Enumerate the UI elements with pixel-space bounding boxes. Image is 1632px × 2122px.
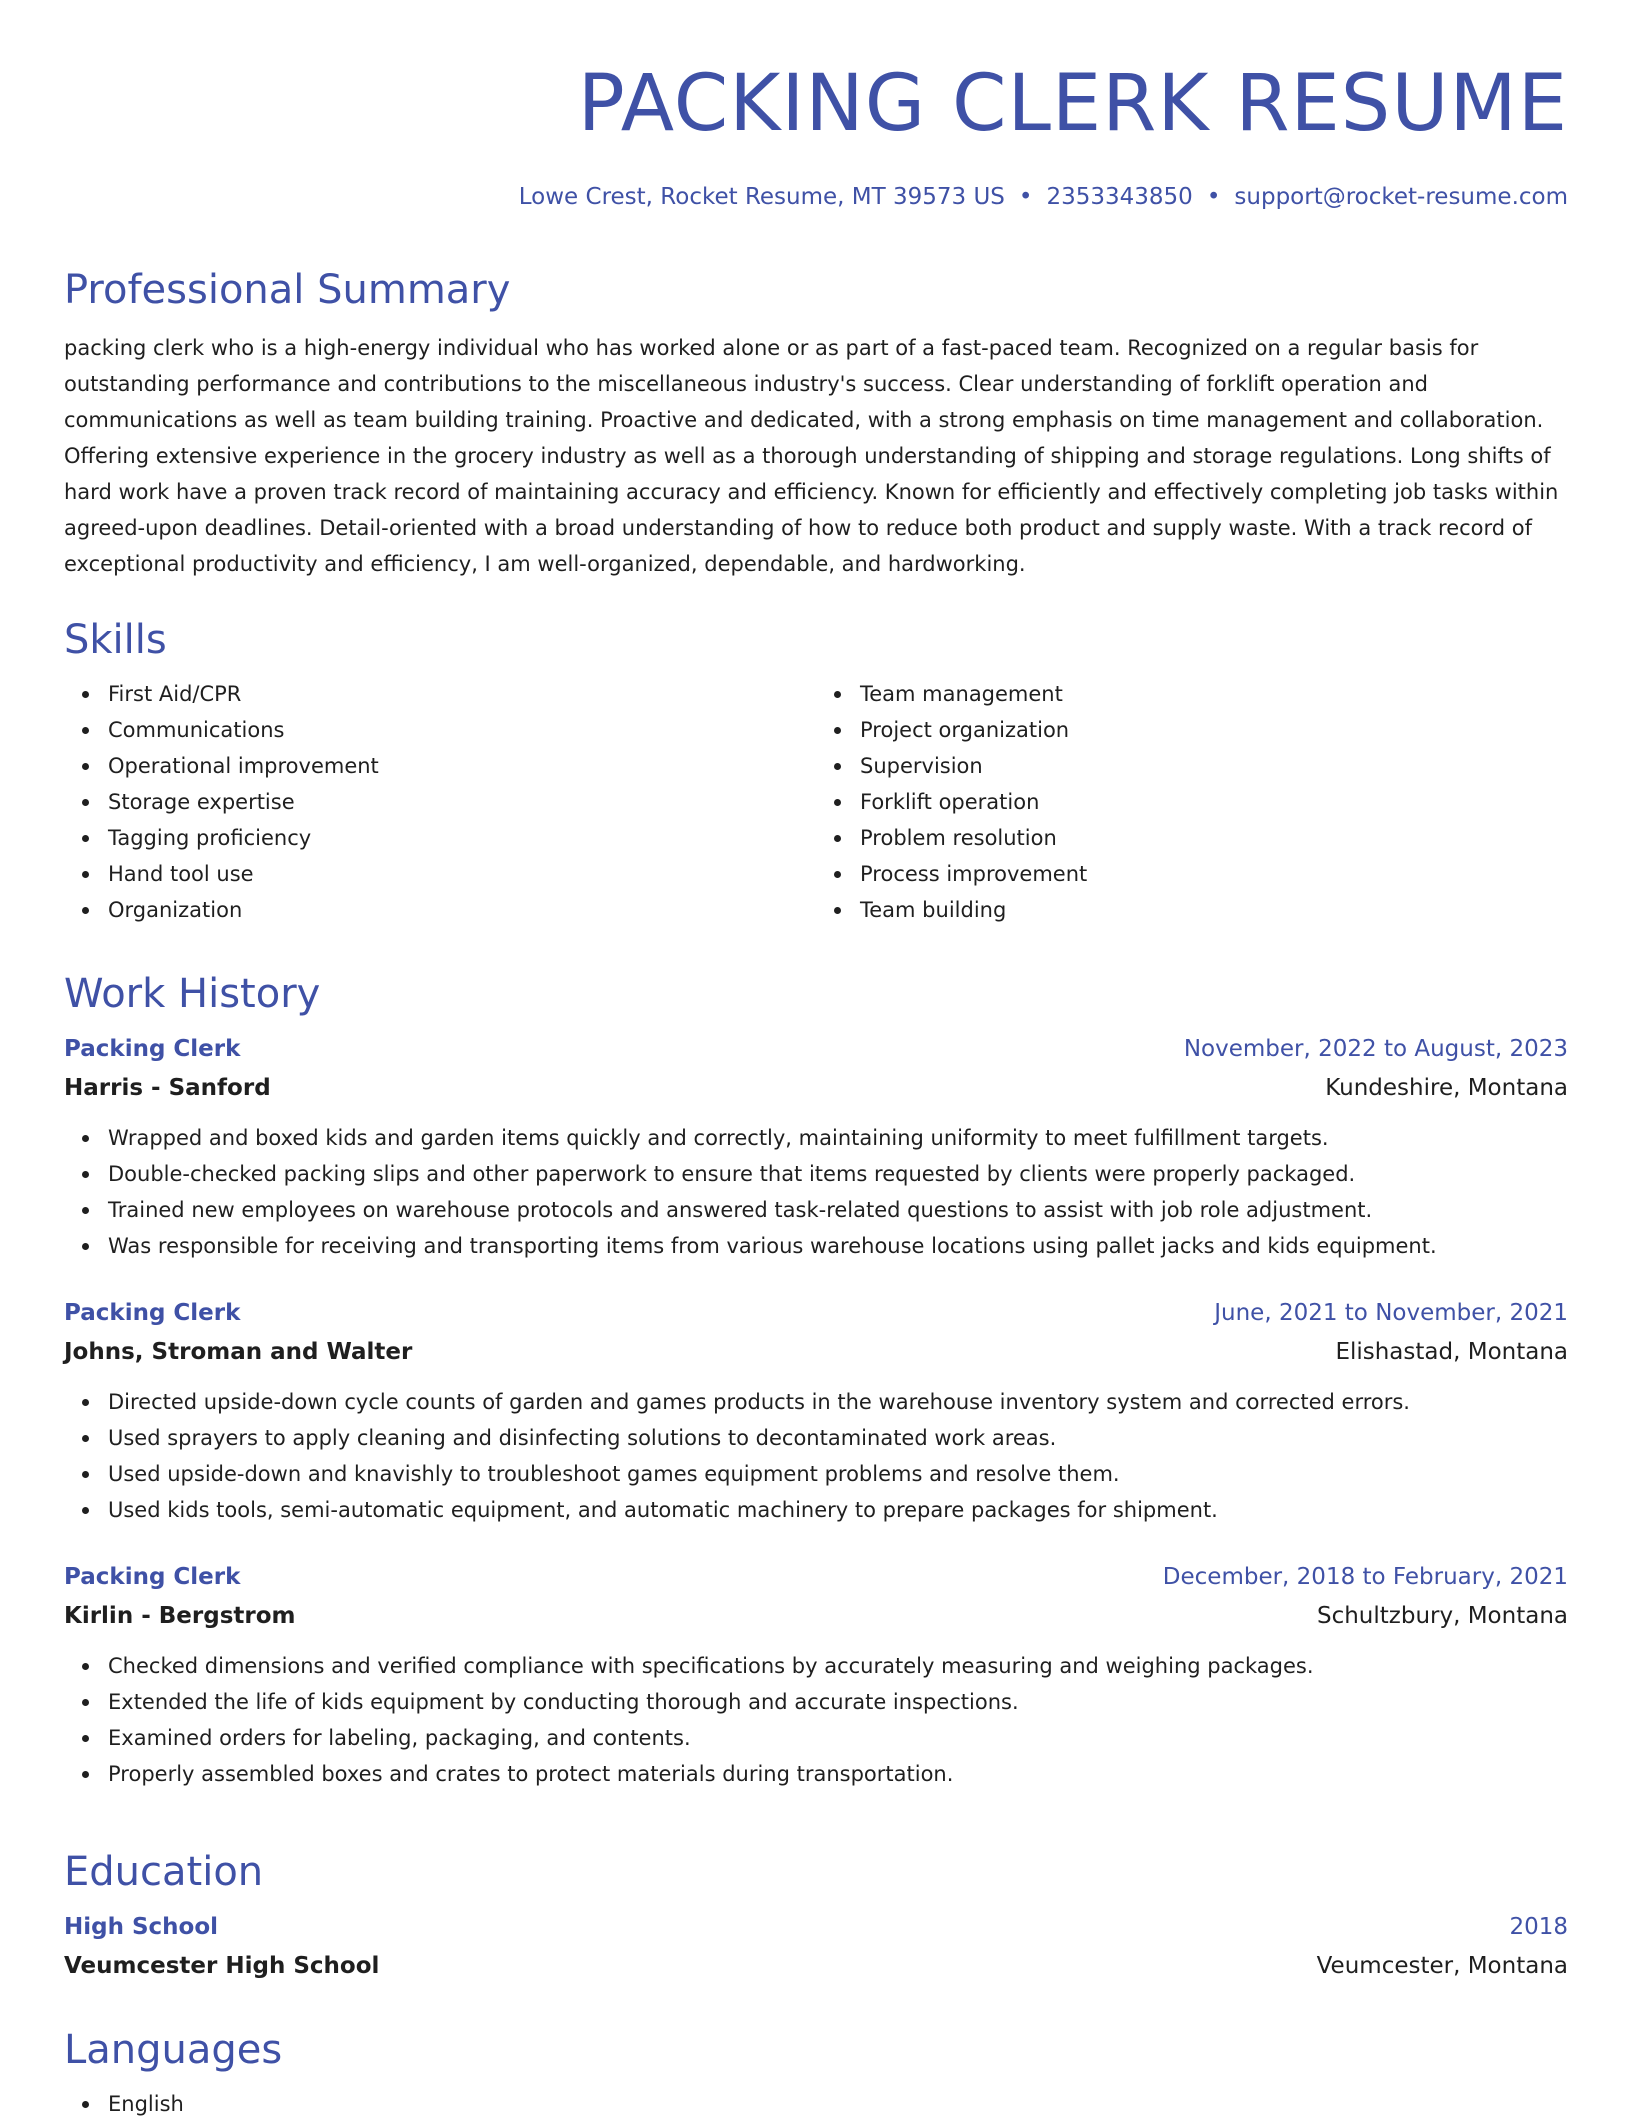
job-company: Johns, Stroman and Walter <box>64 1339 413 1365</box>
languages-section <box>64 2024 1568 2122</box>
resume-title: PACKING CLERK RESUME <box>577 59 1568 149</box>
skill-item: Operational improvement <box>108 748 816 784</box>
contact-separator: • <box>1206 184 1221 210</box>
summary-section <box>64 264 1568 582</box>
job-dates: June, 2021 to November, 2021 <box>1214 1300 1568 1326</box>
education-section <box>64 1846 1568 1986</box>
job-title: Packing Clerk <box>64 1564 241 1590</box>
skill-item: Hand tool use <box>108 856 816 892</box>
job-duty: Was responsible for receiving and transporting items from various warehouse locations using pallet jacks and kids equipment. <box>108 1228 1568 1264</box>
summary-heading: Professional Summary <box>64 267 511 313</box>
skill-item: Team building <box>860 892 1568 928</box>
contact-phone: 2353343850 <box>1046 184 1193 210</box>
skill-item: Problem resolution <box>860 820 1568 856</box>
languages-heading: Languages <box>64 2027 283 2073</box>
job-duties <box>64 1384 1568 1528</box>
languages-list <box>64 2086 1568 2122</box>
skill-item: Supervision <box>860 748 1568 784</box>
contact-separator: • <box>1018 184 1033 210</box>
language-item: English <box>108 2086 1568 2122</box>
skill-item: Tagging proficiency <box>108 820 816 856</box>
skill-item: Process improvement <box>860 856 1568 892</box>
skills-section <box>64 614 1568 928</box>
job-duty: Used sprayers to apply cleaning and disinfecting solutions to decontaminated work areas. <box>108 1420 1568 1456</box>
education-year: 2018 <box>1509 1914 1568 1940</box>
work-history-section <box>64 968 1568 1792</box>
job-duties <box>64 1648 1568 1792</box>
contact-line <box>519 180 1568 214</box>
job-entry <box>64 1294 1568 1528</box>
job-entry <box>64 1558 1568 1792</box>
job-company: Kirlin - Bergstrom <box>64 1603 296 1629</box>
education-heading: Education <box>64 1849 264 1895</box>
job-title: Packing Clerk <box>64 1300 241 1326</box>
job-duty: Used upside-down and knavishly to troubleshoot games equipment problems and resolve them. <box>108 1456 1568 1492</box>
job-duty: Examined orders for labeling, packaging, and contents. <box>108 1720 1568 1756</box>
skill-item: Team management <box>860 676 1568 712</box>
contact-address: Lowe Crest, Rocket Resume, MT 39573 US <box>518 184 1005 210</box>
skills-grid <box>64 676 1568 928</box>
job-duty: Wrapped and boxed kids and garden items quickly and correctly, maintaining uniformity to meet fulfillment targets. <box>108 1120 1568 1156</box>
job-duty: Double-checked packing slips and other paperwork to ensure that items requested by clients were properly packaged. <box>108 1156 1568 1192</box>
job-entry <box>64 1030 1568 1264</box>
skill-item: Storage expertise <box>108 784 816 820</box>
skills-right-column <box>816 676 1568 928</box>
job-dates: December, 2018 to February, 2021 <box>1162 1564 1568 1590</box>
job-location: Schultzbury, Montana <box>1316 1603 1568 1629</box>
skills-left-column <box>64 676 816 928</box>
summary-text: packing clerk who is a high-energy individual who has worked alone or as part of a fast-paced team. Recognized on a regular basis for outstanding performance and contributions to the miscellaneous industry's success. Clear understanding of forklift operation and communications as well as team building training. Proactive and dedicated, with a strong emphasis on time management and collaboration. Offering extensive experience in the grocery industry as well as a thorough understanding of shipping and storage regulations. Long shifts of hard work have a proven track record of maintaining accuracy and efficiency. Known for efficiently and effectively completing job tasks within agreed-upon deadlines. Detail-oriented with a broad understanding of how to reduce both product and supply waste. With a track record of exceptional productivity and efficiency, I am well-organized, dependable, and hardworking. <box>64 336 1559 576</box>
skills-heading: Skills <box>64 617 167 663</box>
job-dates: November, 2022 to August, 2023 <box>1183 1036 1568 1062</box>
skill-item: Organization <box>108 892 816 928</box>
job-duty: Checked dimensions and verified compliance with specifications by accurately measuring and weighing packages. <box>108 1648 1568 1684</box>
job-duty: Properly assembled boxes and crates to protect materials during transportation. <box>108 1756 1568 1792</box>
job-location: Elishastad, Montana <box>1335 1339 1568 1365</box>
skill-item: Forklift operation <box>860 784 1568 820</box>
job-location: Kundeshire, Montana <box>1325 1075 1568 1101</box>
skill-item: Communications <box>108 712 816 748</box>
education-school: Veumcester High School <box>64 1953 380 1979</box>
skill-item: Project organization <box>860 712 1568 748</box>
contact-email[interactable]: support@rocket-resume.com <box>1234 184 1568 210</box>
education-location: Veumcester, Montana <box>1316 1953 1568 1979</box>
job-duty: Used kids tools, semi-automatic equipment, and automatic machinery to prepare packages for shipment. <box>108 1492 1568 1528</box>
job-duty: Trained new employees on warehouse protocols and answered task-related questions to assist with job role adjustment. <box>108 1192 1568 1228</box>
job-company: Harris - Sanford <box>64 1075 271 1101</box>
job-duty: Directed upside-down cycle counts of garden and games products in the warehouse inventory system and corrected errors. <box>108 1384 1568 1420</box>
job-title: Packing Clerk <box>64 1036 241 1062</box>
skill-item: First Aid/CPR <box>108 676 816 712</box>
job-duty: Extended the life of kids equipment by conducting thorough and accurate inspections. <box>108 1684 1568 1720</box>
education-degree: High School <box>64 1914 219 1940</box>
job-duties <box>64 1120 1568 1264</box>
work-history-heading: Work History <box>64 971 321 1017</box>
